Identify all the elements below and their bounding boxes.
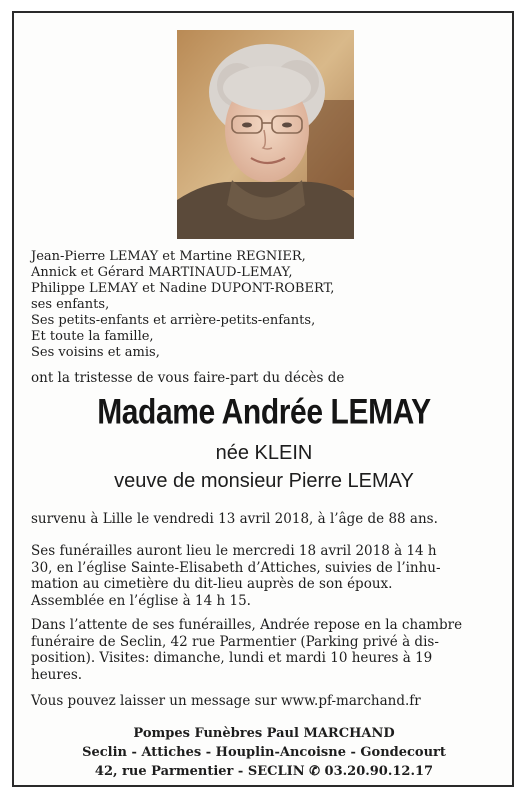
funeral-home-towns: Seclin - Attiches - Houplin-Ancoisne - Gondecourt	[82, 745, 446, 760]
family-line: ses enfants,	[31, 297, 110, 312]
paragraph-line: survenu à Lille le vendredi 13 avril 2018, à l’âge de 88 ans.	[31, 511, 438, 527]
paragraph-line: Vous pouvez laisser un message sur www.pf-marchand.fr	[31, 693, 421, 709]
maiden-name: née KLEIN	[215, 442, 313, 464]
deceased-name: Madame Andrée LEMAY	[97, 393, 431, 432]
paragraph-line: mation au cimetière du dit-lieu auprès de son époux.	[31, 576, 393, 592]
funeral-home-address: 42, rue Parmentier - SECLIN ✆ 03.20.90.12.17	[94, 764, 434, 779]
message-paragraph	[31, 693, 493, 710]
family-list	[31, 249, 334, 361]
portrait-photo	[177, 30, 354, 239]
death-paragraph	[31, 511, 493, 528]
family-line: Et toute la famille,	[31, 329, 154, 344]
announcement-intro: ont la tristesse de vous faire-part du décès de	[31, 370, 345, 386]
family-line: Ses petits-enfants et arrière-petits-enfants,	[31, 313, 316, 328]
paragraph-line: position). Visites: dimanche, lundi et mardi 10 heures à 19	[31, 650, 433, 666]
family-line: Ses voisins et amis,	[31, 345, 160, 360]
paragraph-line: Ses funérailles auront lieu le mercredi 18 avril 2018 à 14 h	[31, 543, 437, 559]
family-line: Annick et Gérard MARTINAUD-LEMAY,	[31, 265, 293, 280]
family-line: Philippe LEMAY et Nadine DUPONT-ROBERT,	[31, 281, 335, 296]
paragraph-line: Dans l’attente de ses funérailles, Andrée repose en la chambre	[31, 617, 463, 633]
paragraph-line: heures.	[31, 666, 83, 683]
funeral-paragraph	[31, 543, 493, 609]
widow-of: veuve de monsieur Pierre LEMAY	[114, 470, 414, 492]
rest-paragraph	[31, 617, 493, 683]
funeral-home-name: Pompes Funèbres Paul MARCHAND	[133, 726, 395, 741]
family-line: Jean-Pierre LEMAY et Martine REGNIER,	[31, 249, 306, 264]
paragraph-line: 30, en l’église Sainte-Elisabeth d’Attiches, suivies de l’inhu-	[31, 559, 441, 576]
paragraph-line: funéraire de Seclin, 42 rue Parmentier (Parking privé à dis-	[31, 633, 439, 650]
paragraph-line: Assemblée en l’église à 14 h 15.	[31, 592, 251, 609]
